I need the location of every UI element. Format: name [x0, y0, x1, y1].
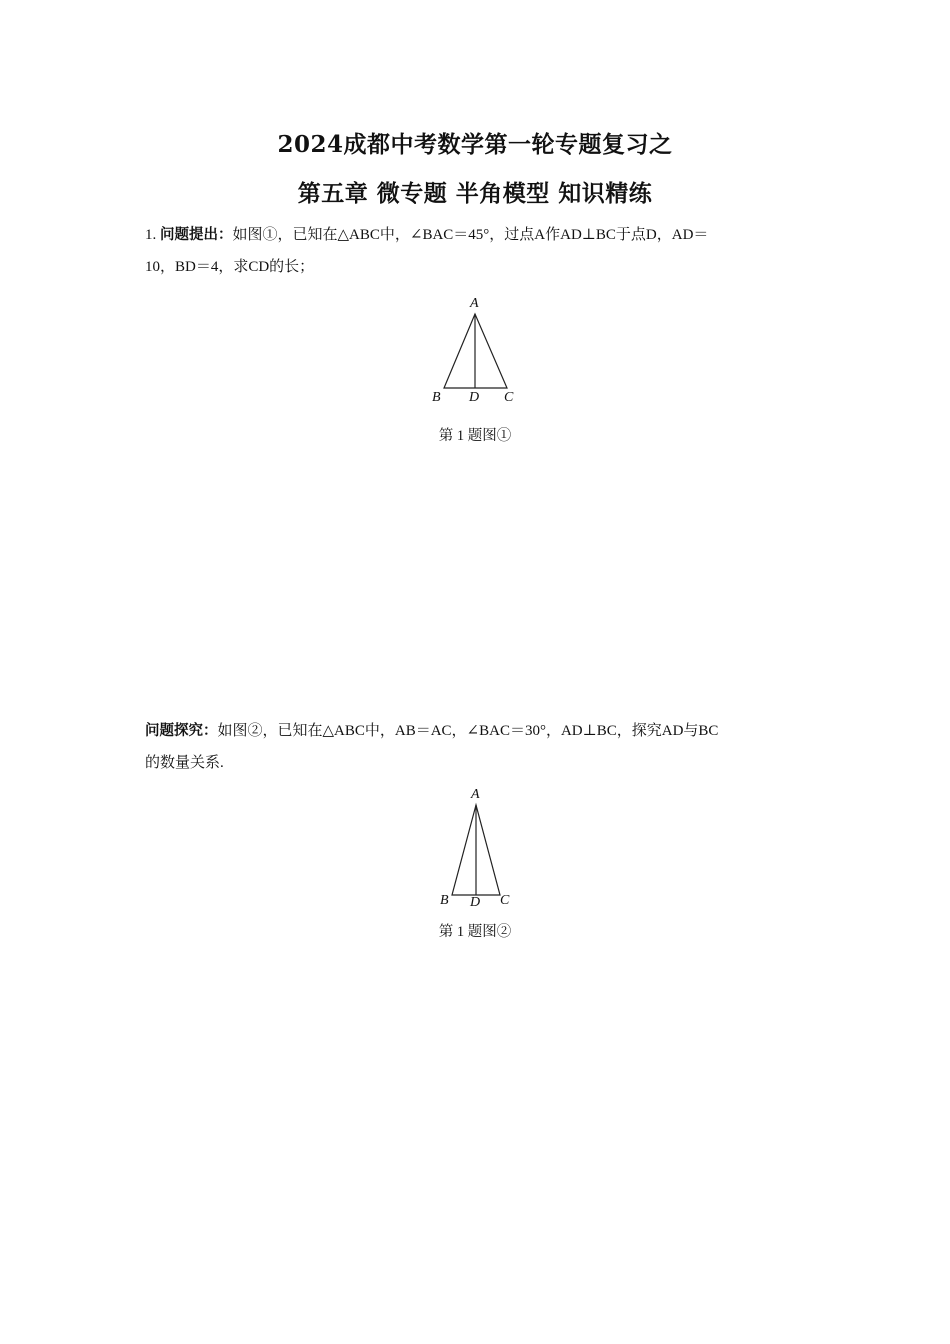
point-A-label: A: [470, 296, 479, 311]
problem-2-label: 问题探究：: [145, 723, 218, 739]
point-A-label: A: [471, 787, 480, 802]
problem-1-text-line2: 10，BD＝4，求CD的长；: [145, 259, 315, 275]
problem-2-text-line2: 的数量关系.: [145, 755, 224, 771]
document-title-line1: 2024成都中考数学第一轮专题复习之: [277, 131, 673, 158]
point-B-label: B: [440, 893, 449, 908]
point-D-label: D: [469, 390, 480, 405]
point-C-label: C: [500, 893, 510, 908]
problem-1: [145, 219, 810, 283]
problem-1-text-line1: 如图①，已知在△ABC中，∠BAC＝45°，过点A作AD⊥BC于点D，AD＝: [232, 227, 709, 243]
problem-1-label: 问题提出：: [160, 227, 233, 243]
point-B-label: B: [432, 390, 441, 405]
problem-1-line1: [145, 219, 810, 251]
problem-2-text-line1: 如图②，已知在△ABC中，AB＝AC，∠BAC＝30°，AD⊥BC，探究AD与BC: [217, 723, 719, 739]
figure-1-caption: 第 1 题图①: [438, 428, 512, 444]
figure-2-caption: 第 1 题图②: [438, 924, 512, 940]
figure-1-triangle: [420, 292, 530, 412]
problem-2-line1: [145, 715, 810, 747]
figure-2-triangle: [420, 782, 530, 912]
document-title-line2: 第五章 微专题 半角模型 知识精练: [297, 180, 653, 207]
point-D-label: D: [470, 895, 481, 910]
problem-1-number: 1.: [145, 227, 157, 243]
point-C-label: C: [504, 390, 514, 405]
problem-2: [145, 715, 810, 779]
